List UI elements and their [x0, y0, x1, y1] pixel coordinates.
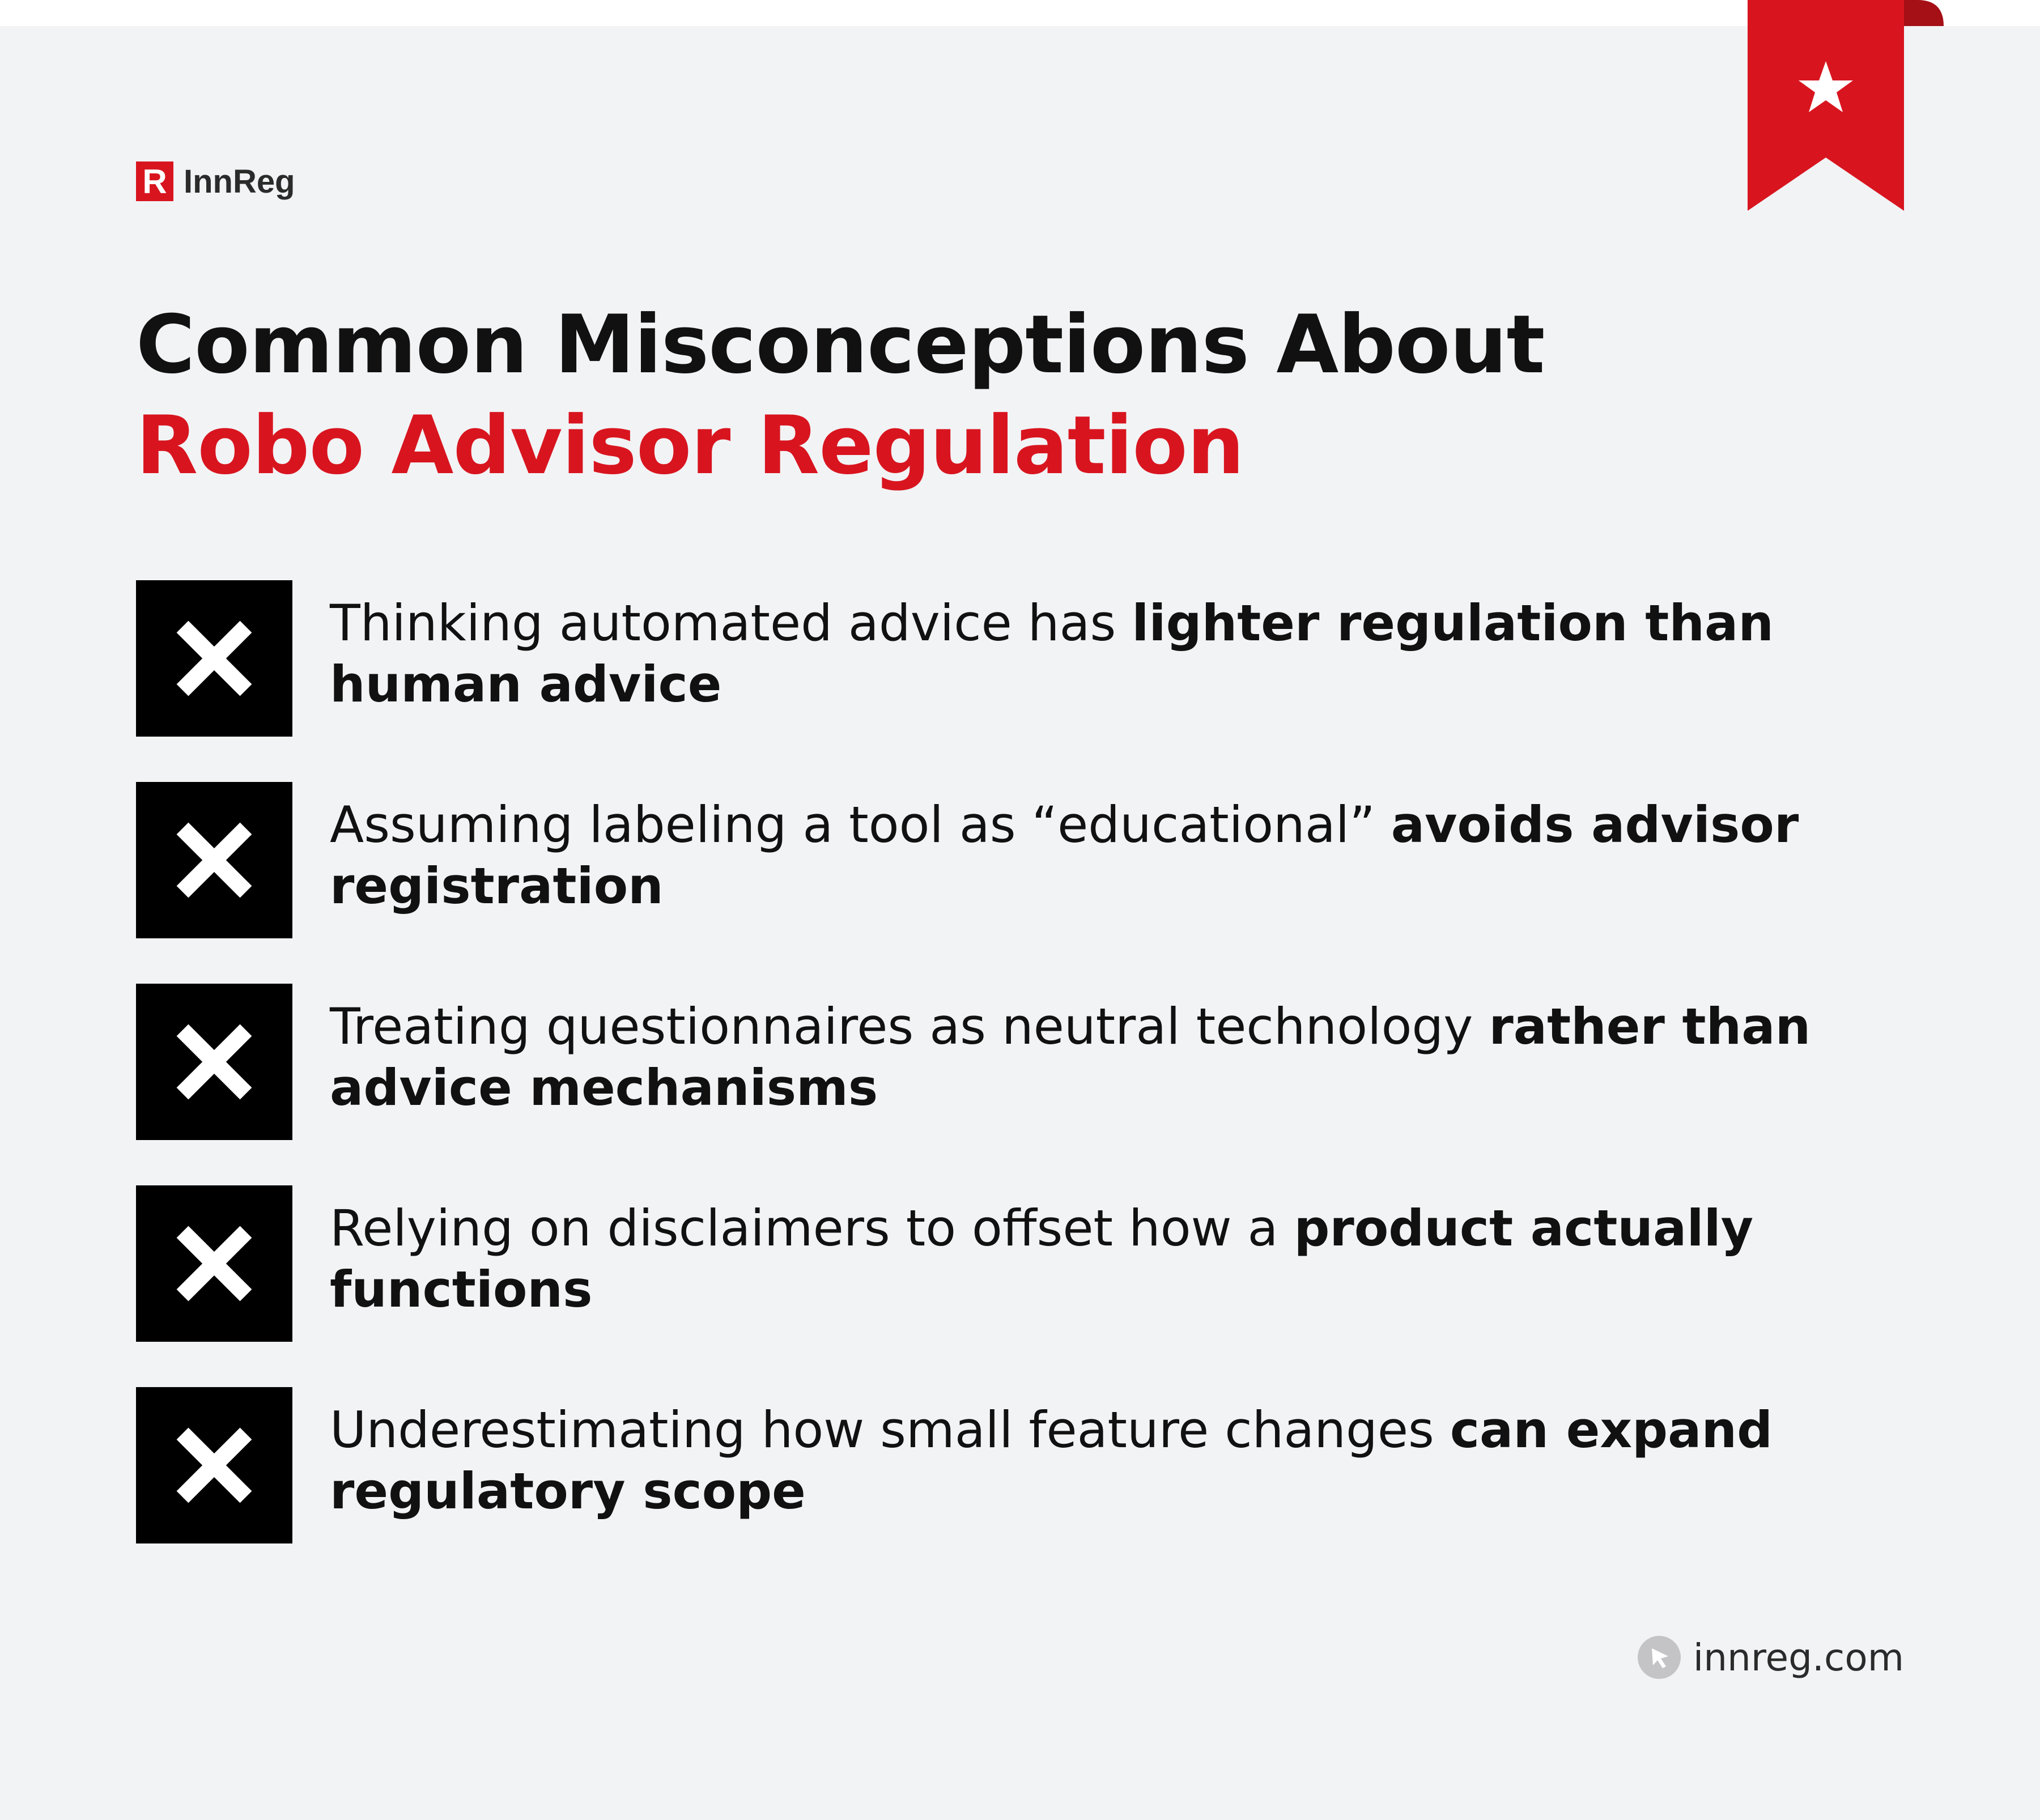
brand-name: InnReg — [184, 163, 295, 200]
misconception-bold: rather than advice mechanisms — [330, 997, 1811, 1117]
misconception-bold: product actually functions — [330, 1199, 1754, 1319]
website-link[interactable] — [1637, 1635, 1904, 1680]
misconception-text — [330, 794, 1860, 917]
list-item — [136, 984, 1881, 1140]
misconception-bold: lighter regulation than human advice — [330, 594, 1774, 713]
list-item — [136, 1387, 1881, 1543]
misconception-regular: Relying on disclaimers to offset how a — [330, 1199, 1294, 1257]
misconception-text — [330, 996, 1860, 1119]
misconception-bold: avoids advisor registration — [330, 796, 1799, 915]
list-item — [136, 580, 1881, 737]
misconception-text — [330, 1400, 1860, 1522]
brand-logo — [136, 161, 295, 201]
logo-letter: R — [142, 163, 167, 201]
misconception-text — [330, 1198, 1860, 1320]
list-item — [136, 782, 1881, 938]
title-line-2: Robo Advisor Regulation — [136, 399, 1244, 492]
bookmark-star-icon — [1748, 0, 1944, 211]
title-line-1: Common Misconceptions About — [136, 298, 1545, 392]
page-title — [136, 295, 1779, 496]
misconception-text — [330, 593, 1860, 715]
misconception-regular: Assuming labeling a tool as “educational” — [330, 796, 1391, 854]
logo-mark-icon — [136, 161, 173, 201]
x-mark-icon — [136, 1185, 292, 1342]
misconception-regular: Underestimating how small feature changes — [330, 1401, 1450, 1459]
x-mark-icon — [136, 1387, 292, 1543]
x-mark-icon — [136, 782, 292, 938]
website-url[interactable]: innreg.com — [1693, 1635, 1904, 1679]
x-mark-icon — [136, 580, 292, 737]
misconceptions-list — [136, 580, 1881, 1589]
misconception-regular: Thinking automated advice has — [330, 594, 1132, 652]
cursor-icon — [1637, 1635, 1682, 1680]
x-mark-icon — [136, 984, 292, 1140]
misconception-regular: Treating questionnaires as neutral technology — [330, 997, 1489, 1056]
misconception-bold: can expand regulatory scope — [330, 1401, 1773, 1520]
list-item — [136, 1185, 1881, 1342]
